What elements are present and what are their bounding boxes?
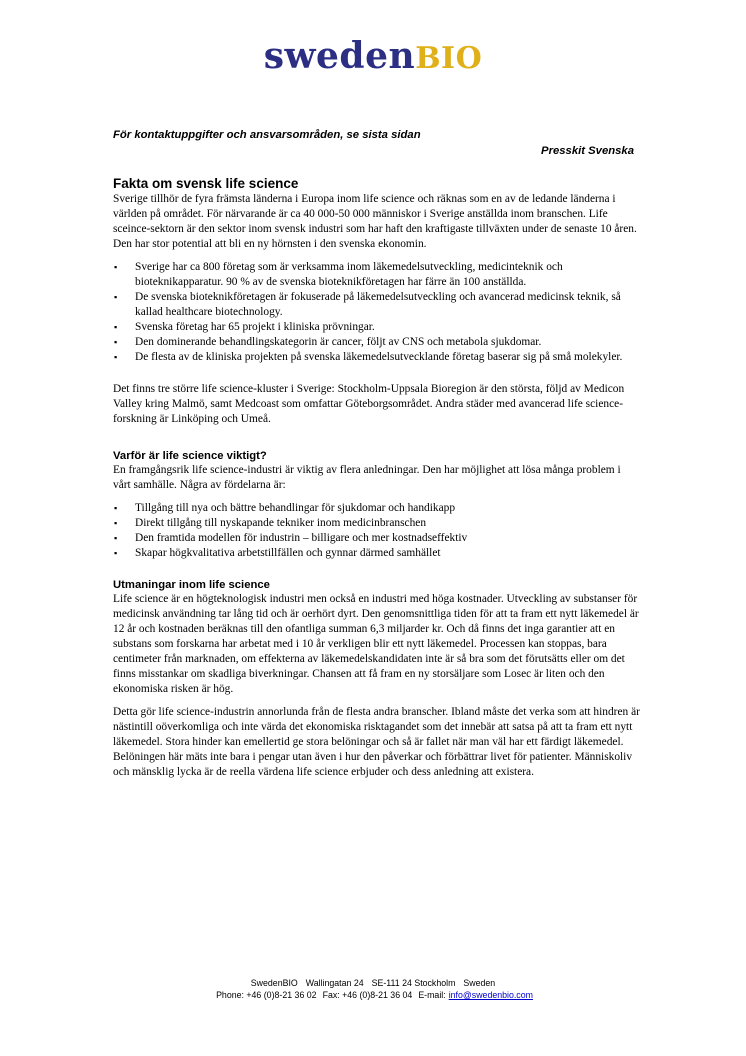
- footer-address: [0, 977, 746, 989]
- swedenbio-logo: [0, 35, 746, 77]
- list-item: ▪ Sverige har ca 800 företag som är verksamma inom läkemedelsutveckling, medicinteknik och bioteknikapparatur. 90 % av de svenska bioteknikföretagen har färre än 100 anställda.: [113, 260, 641, 290]
- benefits-bullet-list: [113, 501, 641, 561]
- footer-postal: SE-111 24 Stockholm: [371, 978, 456, 988]
- contact-note: För kontaktuppgifter och ansvarsområden, se sista sidan: [113, 129, 421, 141]
- logo-text-sweden: sweden: [263, 35, 416, 77]
- list-item: ▪ Svenska företag har 65 projekt i kliniska prövningar.: [113, 320, 641, 335]
- why-intro: En framgångsrik life science-industri är viktig av flera anledningar. Den har möjlighet att lösa många problem i vårt samhälle. Några av fördelarna är:: [113, 464, 621, 491]
- section-title-why: Varför är life science viktigt?: [113, 450, 267, 462]
- footer-email-label: E-mail:: [418, 990, 446, 1000]
- footer-email-link[interactable]: info@swedenbio.com: [448, 990, 533, 1000]
- list-item: ▪ Direkt tillgång till nyskapande tekniker inom medicinbranschen: [113, 516, 641, 531]
- document-body: [113, 176, 641, 788]
- footer-street: Wallingatan 24: [305, 978, 364, 988]
- footer-contact: [0, 989, 746, 1001]
- list-item: ▪ De flesta av de kliniska projekten på svenska läkemedelsutvecklande företag baserar sig på små molekyler.: [113, 350, 641, 365]
- list-item: ▪ Skapar högkvalitativa arbetstillfällen och gynnar därmed samhället: [113, 546, 641, 561]
- list-item: ▪ Tillgång till nya och bättre behandlingar för sjukdomar och handikapp: [113, 501, 641, 516]
- facts-intro: Sverige tillhör de fyra främsta länderna i Europa inom life science och räknas som en av de ledande länderna i världen på området. För närvarande är ca 40 000-50 000 människor i Sverige anställda inom branschen. Life sceince-sektorn är den sektor inom svensk industri som har haft den kraftigaste tillväxten under de senaste 10 åren. Den har stor potential att bli en ny hörnsten i den svenska ekonomin.: [113, 193, 637, 250]
- footer-fax: Fax: +46 (0)8-21 36 04: [322, 990, 413, 1000]
- facts-bullet-list: [113, 260, 641, 365]
- challenges-paragraph-1: Life science är en högteknologisk industri men också en industri med höga kostnader. Utveckling av substanser för medicinsk användning tar lång tid och är oerhört dyrt. Den genomsnittliga tiden för att ta fram ett nytt läkemedel är 12 år och kostnaden beräknas till den ofantliga summan 6,3 miljarder kr. Och då finns det inga garantier att en substans som forskarna har arbetat med i 10 år verkligen blir ett nytt läkemedel. Processen kan stoppas, bara centimeter från marknaden, om effekterna av läkemedelskandidaten inte är så bra som det förutsätts eller om det finns misstankar om skadliga biverkningar. Chansen att få fram en ny storsäljare som Losec är liten och den ekonomiska risken är hög.: [113, 593, 639, 695]
- challenges-paragraph-2: Detta gör life science-industrin annorlunda från de flesta andra branscher. Ibland måste det verka som att hindren är nästintill oöverkomliga och inte värda det ekonomiska risktagandet som det innebär att satsa på att ta fram ett nytt läkemedel. Stora hinder kan emellertid ge stora belöningar och så är fallet när man väl har ett färdigt läkemedel. Belöningen här mäts inte bara i pengar utan även i hur den påverkar och förbättrar livet för patienter. Människoliv och mänsklig lycka är de reella värdena life science erbjuder och dess anledning att existera.: [113, 706, 640, 778]
- clusters-paragraph: Det finns tre större life science-kluster i Sverige: Stockholm-Uppsala Bioregion är den största, följd av Medicon Valley kring Malmö, samt Medcoast som omfattar Göteborgsområdet. Andra städer med avancerad life science-forskning är Linköping och Umeå.: [113, 383, 625, 425]
- section-title-facts: Fakta om svensk life science: [113, 176, 299, 191]
- list-item: ▪ De svenska bioteknikföretagen är fokuserade på läkemedelsutveckling och avancerad medicinsk teknik, så kallad healthcare biotechnology.: [113, 290, 641, 320]
- presskit-label: Presskit Svenska: [541, 145, 634, 157]
- page-footer: [0, 977, 746, 1001]
- footer-country: Sweden: [463, 978, 496, 988]
- footer-phone: Phone: +46 (0)8-21 36 02: [216, 990, 317, 1000]
- logo-text-bio: BIO: [415, 41, 483, 76]
- list-item: ▪ Den framtida modellen för industrin – billigare och mer kostnadseffektiv: [113, 531, 641, 546]
- footer-company: SwedenBIO: [250, 978, 298, 988]
- list-item: ▪ Den dominerande behandlingskategorin är cancer, följt av CNS och metabola sjukdomar.: [113, 335, 641, 350]
- section-title-challenges: Utmaningar inom life science: [113, 579, 270, 591]
